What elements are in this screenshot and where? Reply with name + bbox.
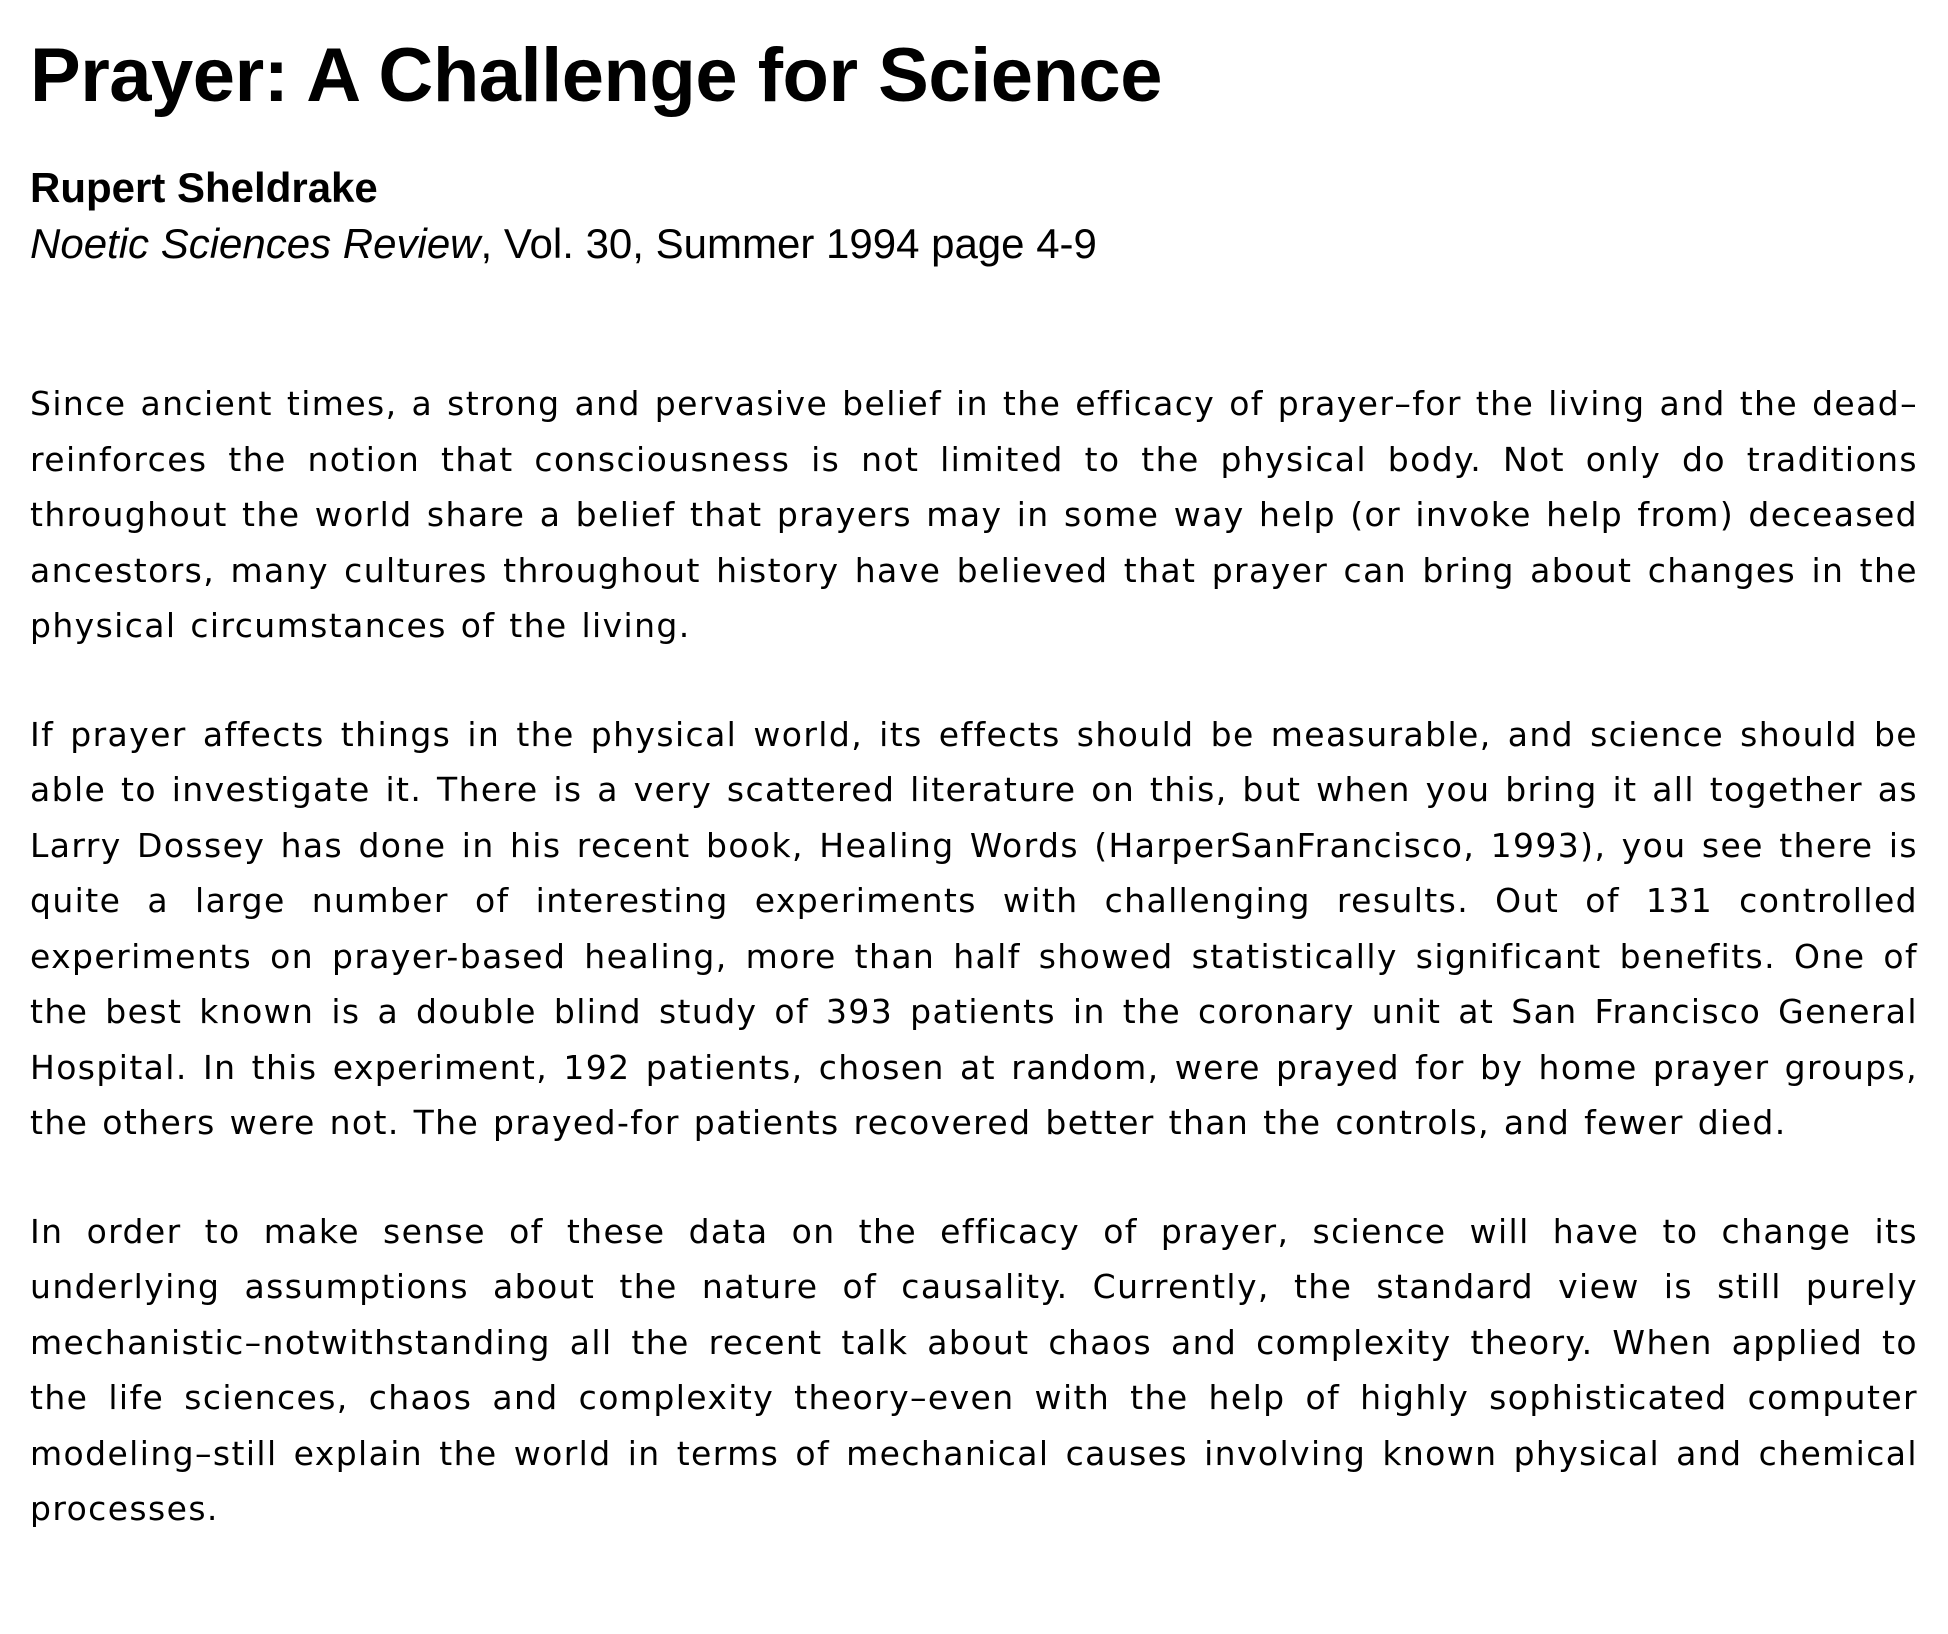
author-name: Rupert Sheldrake bbox=[30, 164, 378, 211]
journal-name: Noetic Sciences Review bbox=[30, 220, 481, 267]
article-body bbox=[30, 376, 1918, 1590]
citation bbox=[30, 218, 1097, 270]
citation-details: , Vol. 30, Summer 1994 page 4-9 bbox=[480, 220, 1097, 267]
paragraph: In order to make sense of these data on the efficacy of prayer, science will have to change its underlying assumptions about the nature of causality. Currently, the standard view is still purely mechanistic–notwithstanding all the recent talk about chaos and complexity theory. When applied to the life sciences, chaos and complexity theory–even with the help of highly sophisticated computer modeling–still explain the world in terms of mechanical causes involving known physical and chemical processes. bbox=[30, 1211, 1918, 1528]
paragraph: Since ancient times, a strong and pervasive belief in the efficacy of prayer–for the living and the dead–reinforces the notion that consciousness is not limited to the physical body. Not only do traditions throughout the world share a belief that prayers may in some way help (or invoke help from) deceased ancestors, many cultures throughout history have believed that prayer can bring about changes in the physical circumstances of the living. bbox=[30, 384, 1918, 645]
article-title: Prayer: A Challenge for Science bbox=[30, 33, 1162, 118]
paragraph: If prayer affects things in the physical world, its effects should be measurable, and science should be able to investigate it. There is a very scattered literature on this, but when you bring it all together as Larry Dossey has done in his recent book, Healing Words (HarperSanFrancisco, 1993), you see there is quite a large number of interesting experiments with challenging results. Out of 131 controlled experiments on prayer-based healing, more than half showed statistically significant benefits. One of the best known is a double blind study of 393 patients in the coronary unit at San Francisco General Hospital. In this experiment, 192 patients, chosen at random, were prayed for by home prayer groups, the others were not. The prayed-for patients recovered better than the controls, and fewer died. bbox=[30, 714, 1918, 1142]
article bbox=[30, 0, 1918, 1528]
